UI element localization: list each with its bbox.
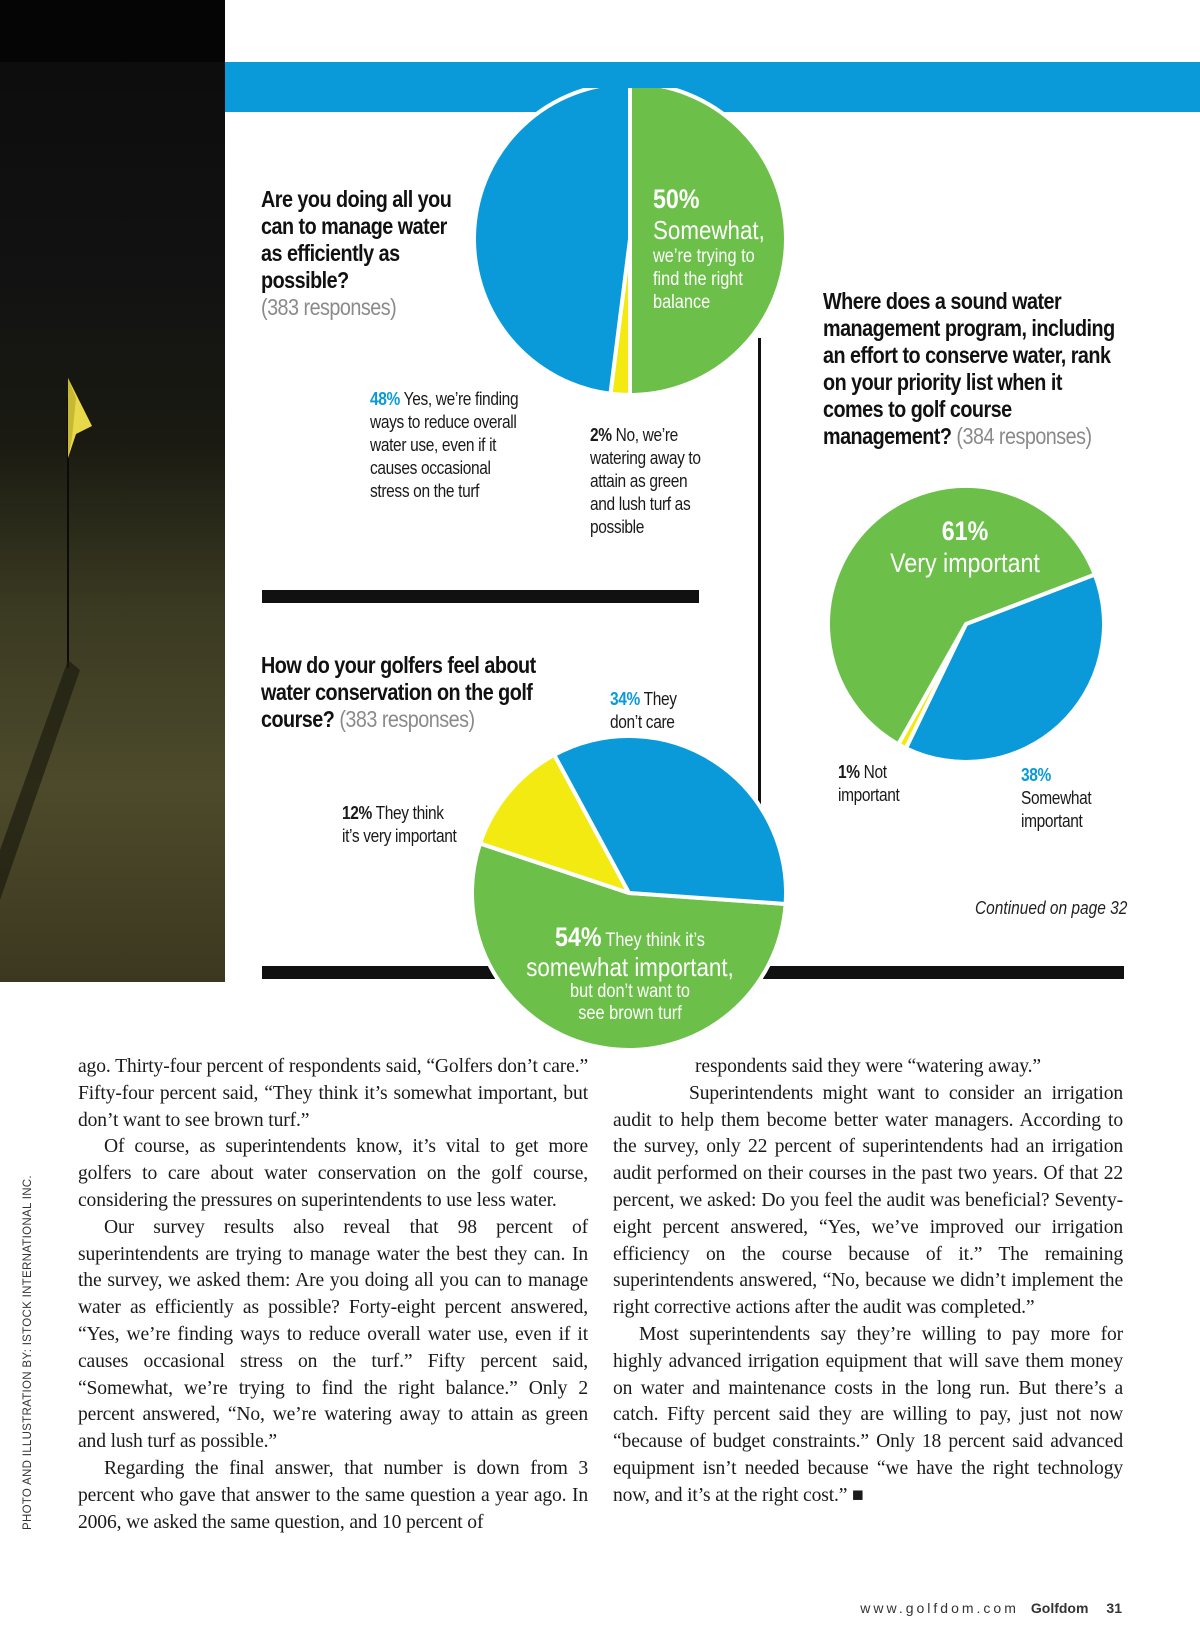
body-column-right: respondents said they were “watering away.” Superintendents might want to consider an irrigation audit to help them become better water managers. According to the survey, only 22 percent of superintendents had an irrigation audit performed on their courses in the past two years. Of that 22 percent, we asked: Do you feel the audit was beneficial? Seventy-eight percent answered, “Yes, we’ve improved our irrigation efficiency on the course because of it.” The remaining superintendents answered, “No, because we didn’t implement the right corrective actions after the audit was completed.” Most superintendents say they’re willing to pay more for highly advanced irrigation equipment that will save them money on water and maintenance costs in the long run. But there’s a catch. Fifty percent said they are willing to pay, just not now “because of budget constraints.” Only 18 percent said advanced equipment isn’t needed because “we have the right technology now, and it’s at the right cost.” ■ bbox=[613, 1056, 1123, 1506]
footer-brand: Golfdom bbox=[1030, 1600, 1089, 1616]
page-footer bbox=[860, 1600, 1122, 1616]
chart2-question: Where does a sound water management program, including an effort to conserve water, rank on your priority list when it comes to golf course management? (384 responses) bbox=[823, 288, 1115, 449]
chart2-slice-blue-label: 38% Somewhat important bbox=[1021, 765, 1092, 831]
page-number: 31 bbox=[1106, 1600, 1122, 1616]
chart3-slice-green-label: 54% They think it’s somewhat important, but don’t want to see brown turf bbox=[526, 922, 734, 1024]
photo-credit: PHOTO AND ILLUSTRATION BY: ISTOCK INTERNATIONAL INC. bbox=[22, 1175, 34, 1530]
chart2-slice-green-label: 61% Very important bbox=[890, 516, 1040, 578]
chart1-slice-yellow-label: 2% No, we’re watering away to attain as green and lush turf as possible bbox=[590, 425, 701, 537]
chart3-question: How do your golfers feel about water conservation on the golf course? (383 responses) bbox=[261, 652, 536, 732]
golf-flag-photo bbox=[0, 0, 225, 982]
continued-note: Continued on page 32 bbox=[975, 898, 1128, 918]
chart3-slice-blue-label: 34% They don’t care bbox=[610, 689, 677, 732]
chart3-slice-yellow-label: 12% They think it’s very important bbox=[342, 803, 457, 846]
chart1-slice-blue-label: 48% Yes, we’re finding ways to reduce overall water use, even if it causes occasional stress on the turf bbox=[370, 389, 519, 501]
footer-site[interactable]: www.golfdom.com bbox=[860, 1600, 1019, 1616]
photo-top-black-bar bbox=[0, 0, 225, 62]
chart2-slice-yellow-label: 1% Not important bbox=[838, 762, 900, 805]
body-column-left: ago. Thirty-four percent of respondents said, “Golfers don’t care.” Fifty-four percent said, “They think it’s somewhat important, but don’t want to see brown turf.” Of course, as superintendents know, it’s vital to get more golfers to care about water conservation on the golf course, considering the pressures on superintendents to use less water. Our survey results also reveal that 98 percent of superintendents are trying to manage water the best they can. In the survey, we asked them: Are you doing all you can to manage water as efficiently as possible? Forty-eight percent answered, “Yes, we’re finding ways to reduce overall water use, even if it causes occasional stress on the turf.” Fifty percent said, “Somewhat, we’re trying to find the right balance.” Only 2 percent answered, “No, we’re watering away to attain as green and lush turf as possible.” Regarding the final answer, that number is down from 3 percent who gave that answer to the same question a year ago. In 2006, we asked the same question, and 10 percent of bbox=[78, 1056, 588, 1533]
section-rule bbox=[262, 590, 699, 603]
chart1-slice-3 bbox=[474, 88, 630, 394]
golf-flag-icon bbox=[62, 378, 96, 458]
turf-shadow bbox=[0, 520, 225, 982]
chart1-slice-green-label: 50% Somewhat, we’re trying to find the right balance bbox=[653, 184, 765, 313]
chart1-question: Are you doing all you can to manage water as efficiently as possible? (383 responses) bbox=[261, 186, 452, 320]
